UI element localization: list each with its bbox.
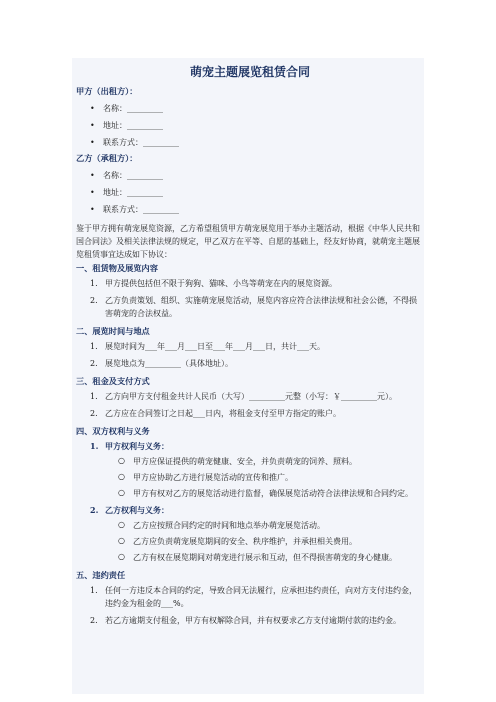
item-text: 乙方向甲方支付租金共计人民币（大写）_________元整（小写：￥_________元）。 <box>105 392 397 401</box>
circle-bullet-icon: ○ <box>118 488 125 497</box>
list-item <box>76 440 424 500</box>
item-number: 2. <box>90 616 98 625</box>
list-item <box>76 277 424 290</box>
party-b-contact: • 联系方式：_________ <box>76 201 424 218</box>
item-number: 2. <box>90 409 98 418</box>
item-text: 若乙方逾期支付租金，甲方有权解除合同，并有权要求乙方支付逾期付款的违约金。 <box>105 616 401 625</box>
item-text: 甲方应保证提供的萌宠健康、安全，并负责萌宠的饲养、照料。 <box>133 457 357 466</box>
list-item <box>76 390 424 403</box>
contract-body <box>76 64 424 631</box>
circle-bullet-icon: ○ <box>118 456 125 465</box>
list-item <box>105 487 424 500</box>
section-list <box>76 277 424 320</box>
list-item <box>76 357 424 370</box>
list-item <box>76 407 424 420</box>
party-a-heading: 甲方（出租方）： <box>76 86 138 96</box>
item-text: 乙方负责策划、组织、实施萌宠展览活动，展览内容应符合法律法规和社会公德，不得损害萌宠的合法权益。 <box>105 296 417 318</box>
section-list <box>76 440 424 564</box>
sub-heading: 甲方权利与义务： <box>105 441 169 451</box>
item-number: 2. <box>90 296 98 305</box>
list-item <box>76 504 424 564</box>
item-text: 乙方应负责萌宠展览期间的安全、秩序维护，并承担相关费用。 <box>133 537 357 546</box>
party-a-contact: • 联系方式：_________ <box>76 134 424 151</box>
section-list <box>76 584 424 627</box>
section-heading: 三、租金及支付方式 <box>76 376 150 386</box>
party-a-list <box>76 100 424 151</box>
sub-list <box>105 455 424 500</box>
item-number: 1. <box>90 342 98 351</box>
list-item <box>76 340 424 353</box>
item-text: 甲方有权对乙方的展览活动进行监督，确保展览活动符合法律法规和合同约定。 <box>133 489 413 498</box>
item-text: 任何一方违反本合同的约定，导致合同无法履行，应承担违约责任，向对方支付违约金，违约金为租金的___%。 <box>105 586 417 608</box>
section-heading: 二、展览时间与地点 <box>76 326 150 336</box>
item-number: 2. <box>90 505 99 515</box>
section-heading: 四、双方权利与义务 <box>76 426 150 436</box>
circle-bullet-icon: ○ <box>118 520 125 529</box>
party-b-name: • 名称：_________ <box>76 167 424 184</box>
item-number: 1. <box>90 279 98 288</box>
party-b-heading: 乙方（承租方）： <box>76 153 138 163</box>
item-number: 1. <box>90 586 98 595</box>
intro-paragraph: 鉴于甲方拥有萌宠展览资源，乙方希望租赁甲方萌宠展览用于举办主题活动，根据《中华人民共和国合同法》及相关法律法规的规定，甲乙双方在平等、自愿的基础上，经友好协商，就萌宠主题展览租赁事宜达成如下协议： <box>76 224 420 259</box>
circle-bullet-icon: ○ <box>118 552 125 561</box>
item-text: 乙方应在合同签订之日起___日内，将租金支付至甲方指定的账户。 <box>105 409 341 418</box>
item-text: 展览时间为___年___月___日至___年___月___日，共计___天。 <box>105 342 325 351</box>
circle-bullet-icon: ○ <box>118 472 125 481</box>
list-item <box>76 294 424 320</box>
sub-list <box>105 519 424 564</box>
party-b-address: • 地址：_________ <box>76 184 424 201</box>
list-item <box>76 584 424 610</box>
page-title: 萌宠主题展览租赁合同 <box>189 65 310 79</box>
item-number: 1. <box>90 441 99 451</box>
section-heading: 一、租赁物及展览内容 <box>76 263 158 273</box>
section-list <box>76 340 424 370</box>
item-text: 甲方应协助乙方进行展览活动的宣传和推广。 <box>133 473 293 482</box>
item-text: 乙方应按照合同约定的时间和地点举办萌宠展览活动。 <box>133 521 325 530</box>
list-item <box>105 519 424 532</box>
list-item <box>76 614 424 627</box>
section-list <box>76 390 424 420</box>
party-a-name: • 名称：_________ <box>76 100 424 117</box>
list-item <box>105 535 424 548</box>
list-item <box>105 471 424 484</box>
list-item <box>105 551 424 564</box>
circle-bullet-icon: ○ <box>118 536 125 545</box>
item-text: 乙方有权在展览期间对萌宠进行展示和互动，但不得损害萌宠的身心健康。 <box>133 553 397 562</box>
item-number: 1. <box>90 392 98 401</box>
party-b-list <box>76 167 424 218</box>
list-item <box>105 455 424 468</box>
item-number: 2. <box>90 359 98 368</box>
section-heading: 五、违约责任 <box>76 570 126 580</box>
item-text: 展览地点为_________（具体地址）。 <box>105 359 233 368</box>
party-a-address: • 地址：_________ <box>76 117 424 134</box>
sub-heading: 乙方权利与义务： <box>105 505 169 515</box>
item-text: 甲方提供包括但不限于狗狗、猫咪、小鸟等萌宠在内的展览资源。 <box>105 279 337 288</box>
